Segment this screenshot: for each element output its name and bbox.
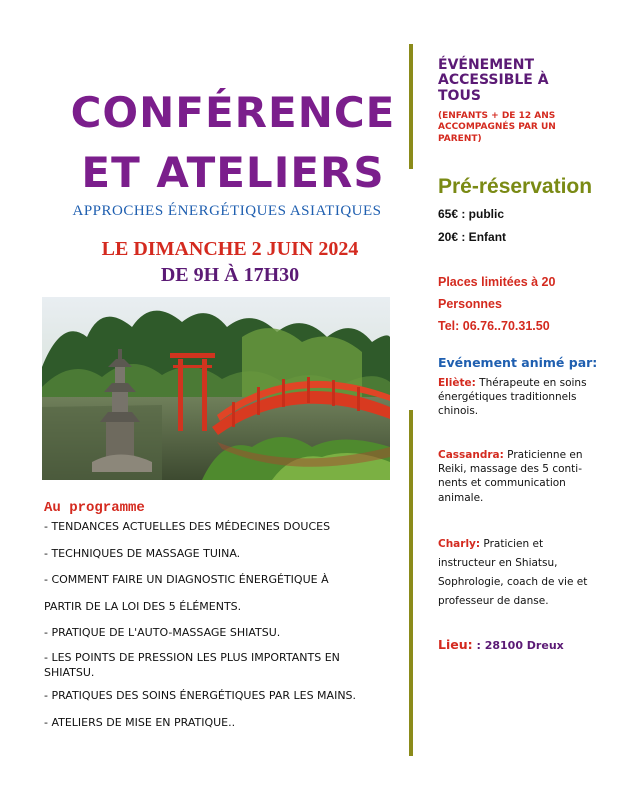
- price-enfant: 20€ : Enfant: [438, 230, 507, 244]
- person-eliete: [438, 376, 588, 419]
- location-value: : 28100 Dreux: [472, 639, 564, 652]
- program-item-3: - COMMENT FAIRE UN DIAGNOSTIC ÉNERGÉTIQUE À: [44, 573, 329, 586]
- person-name: Eliète:: [438, 377, 476, 389]
- event-time: DE 9H À 17H30: [160, 264, 300, 286]
- program-item-5: - LES POINTS DE PRESSION LES PLUS IMPORTANTS EN SHIATSU.: [44, 651, 340, 679]
- program-item-4: - PRATIQUE DE L'AUTO-MASSAGE SHIATSU.: [44, 626, 281, 639]
- person-desc: Praticienne en Reiki, massage des 5 conti-nents et communication animale.: [438, 449, 583, 504]
- person-desc: Praticien et instructeur en Shiatsu, Sophrologie, coach de vie et professeur de danse.: [438, 538, 588, 607]
- places-line1: Places limitées à 20: [438, 275, 556, 289]
- person-cassandra: [438, 448, 588, 505]
- title-line1: CONFÉRENCE: [70, 88, 396, 137]
- places-line2: Personnes: [438, 296, 502, 311]
- prereservation-title: Pré-réservation: [438, 175, 593, 198]
- location-label: Lieu:: [438, 637, 473, 652]
- divider-line-top: [409, 44, 413, 169]
- divider-line-bottom: [409, 410, 413, 756]
- event-date: LE DIMANCHE 2 JUIN 2024: [101, 238, 359, 260]
- subtitle: APPROCHES ÉNERGÉTIQUES ASIATIQUES: [72, 203, 382, 219]
- price-public: 65€ : public: [438, 207, 505, 221]
- program-item-3-cont: PARTIR DE LA LOI DES 5 ÉLÉMENTS.: [44, 600, 242, 613]
- garden-photo: [42, 297, 390, 480]
- program-item-7: - ATELIERS DE MISE EN PRATIQUE..: [44, 716, 236, 729]
- accessible-title: ÉVÉNEMENT ACCESSIBLE À TOUS: [438, 57, 549, 104]
- program-item-1: - TENDANCES ACTUELLES DES MÉDECINES DOUCES: [44, 520, 331, 533]
- accessible-note: (ENFANTS + DE 12 ANS ACCOMPAGNÉS PAR UN PARENT): [438, 111, 556, 144]
- phone-number: Tel: 06.76..70.31.50: [438, 318, 550, 333]
- person-name: Cassandra:: [438, 449, 504, 461]
- program-title: Au programme: [44, 500, 145, 516]
- japanese-garden-image: [42, 297, 390, 480]
- person-charly: [438, 535, 588, 611]
- person-desc: Thérapeute en soins énergétiques traditionnels chinois.: [438, 377, 587, 418]
- title-line2: ET ATELIERS: [81, 148, 385, 197]
- anime-label: Evénement animé par:: [438, 355, 598, 370]
- location: [438, 636, 564, 654]
- program-item-2: - TECHNIQUES DE MASSAGE TUINA.: [44, 547, 241, 560]
- person-name: Charly:: [438, 538, 481, 550]
- places-info: [438, 272, 598, 338]
- program-item-6: - PRATIQUES DES SOINS ÉNERGÉTIQUES PAR LES MAINS.: [44, 689, 357, 702]
